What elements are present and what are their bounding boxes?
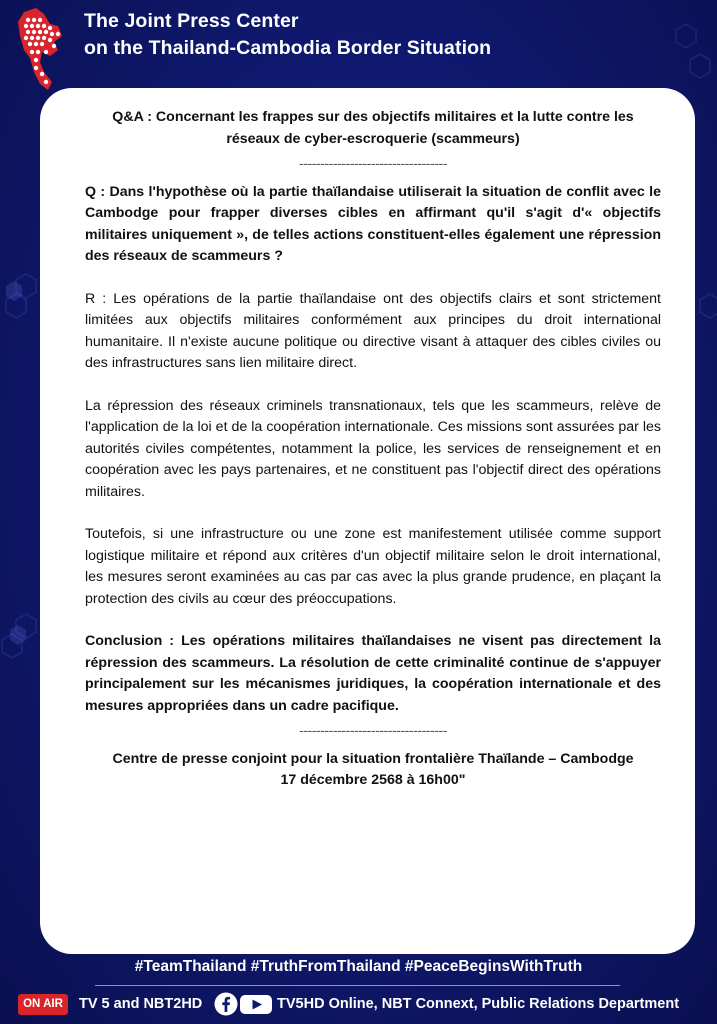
separator-bottom: ----------------------------------- [299,723,447,739]
thailand-map-logo [14,6,70,94]
document-heading-line2: réseaux de cyber-escroquerie (scammeurs) [226,130,520,147]
answer-paragraph-2: La répression des réseaux criminels transnationaux, tels que les scammeurs, relève de l'application de la loi et de la coopération internationale. Ces missions sont assurées par les autorités civiles compétentes, notamment la police, les services de renseignement et en coopération avec les pays partenaires, et ne constituent pas l'objectif direct des opérations militaires. [85,397,661,500]
youtube-icon[interactable] [240,995,272,1014]
header [0,0,717,80]
document-heading-line1: Q&A : Concernant les frappes sur des objectifs militaires et la lutte contre les [112,109,634,125]
signature-line1: Centre de presse conjoint pour la situation frontalière Thaïlande – Cambodge [112,750,634,767]
on-air-badge: ON AIR [18,994,68,1015]
facebook-icon[interactable] [214,992,238,1016]
answer-paragraph-3: Toutefois, si une infrastructure ou une zone est manifestement utilisée comme support logistique militaire et répond aux critères d'un objectif militaire selon le droit international, les mesures seront examinées au cas par cas avec la plus grande prudence, en plaçant la protection des civils au cœur des préoccupations. [85,526,661,607]
online-channels: TV5HD Online, NBT Connext, Public Relations Department [277,996,680,1012]
signature-date: 17 décembre 2568 à 16h00" [280,772,466,788]
header-title-line1: The Joint Press Center [84,10,299,32]
footer-hashtags: #TeamThailand #TruthFromThailand #PeaceBeginsWithTruth [134,958,583,975]
footer-divider [95,985,620,986]
answer-paragraph-1: R : Les opérations de la partie thaïlandaise ont des objectifs clairs et sont strictement limitées aux objectifs militaires conformément aux principes du droit international humanitaire. Il n'existe aucune politique ou directive visant à attaquer des cibles civiles ou des infrastructures sans lien militaire direct. [85,290,661,371]
document-card [40,88,695,954]
header-title-line2: on the Thailand-Cambodia Border Situation [84,37,492,59]
header-title [84,8,491,62]
question-paragraph: Q : Dans l'hypothèse où la partie thaïlandaise utiliserait la situation de conflit avec le Cambodge pour frapper diverses cibles en affirmant qu'il s'agit d'« objectifs militaires uniquement », de telles actions constituent-elles également une répression des réseaux de scammeurs ? [85,183,661,264]
conclusion-paragraph: Conclusion : Les opérations militaires thaïlandaises ne visent pas directement la répression des scammeurs. La résolution de cette criminalité continue de s'appuyer principalement sur les mécanismes juridiques, la coopération internationale et des mesures appropriées dans un cadre pacifique. [85,633,661,714]
broadcast-bar [0,989,717,1024]
tv-channels: TV 5 and NBT2HD [79,996,203,1012]
separator-top: ----------------------------------- [299,156,447,172]
